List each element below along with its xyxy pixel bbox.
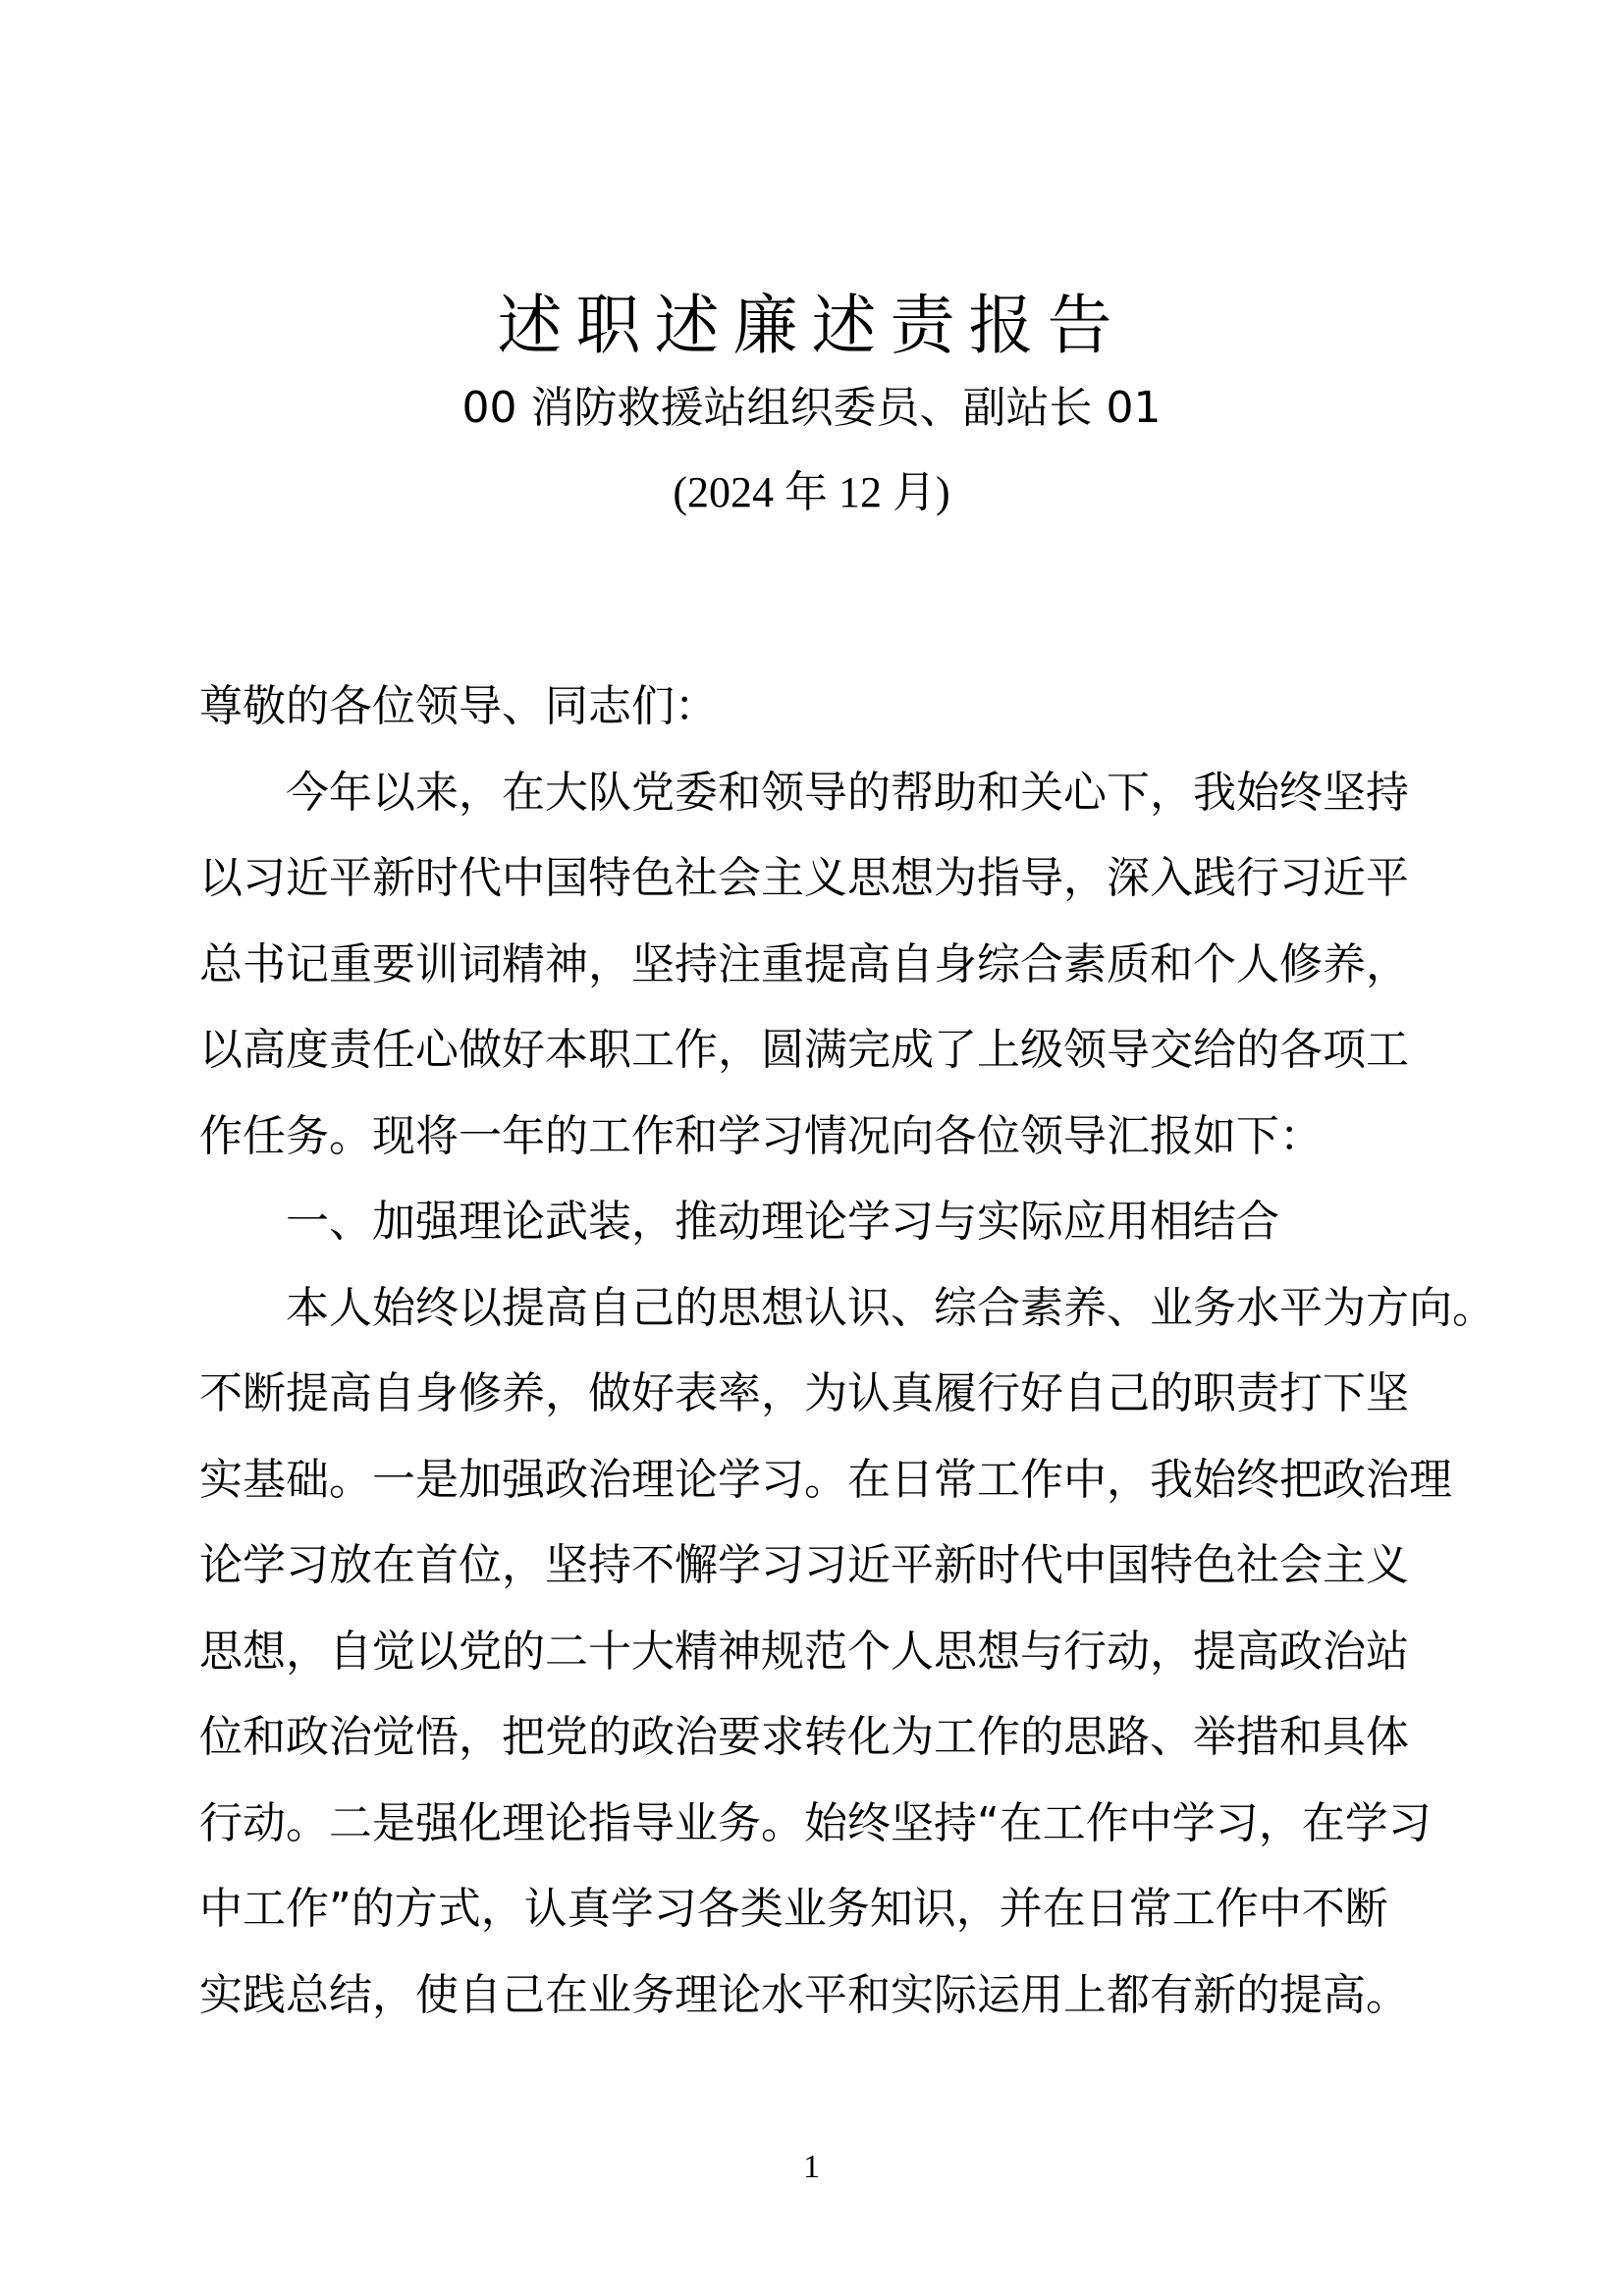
greeting: 尊敬的各位领导、同志们： bbox=[199, 681, 718, 731]
paragraph-line: 总书记重要训词精神，坚持注重提高自身综合素质和个人修养， bbox=[199, 938, 1409, 989]
paragraph-line: 行动。二是强化理论指导业务。始终坚持“在工作中学习，在学习 bbox=[199, 1797, 1432, 1848]
paragraph-line: 以习近平新时代中国特色社会主义思想为指导，深入践行习近平 bbox=[199, 853, 1409, 903]
report-body bbox=[199, 664, 1495, 2038]
paragraph-line: 本人始终以提高自己的思想认识、综合素养、业务水平为方向。 bbox=[286, 1282, 1495, 1333]
paragraph-line: 论学习放在首位，坚持不懈学习习近平新时代中国特色社会主义 bbox=[199, 1540, 1409, 1590]
paragraph-line: 作任务。现将一年的工作和学习情况向各位领导汇报如下： bbox=[199, 1110, 1323, 1161]
paragraph-line: 以高度责任心做好本职工作，圆满完成了上级领导交给的各项工 bbox=[199, 1025, 1409, 1075]
paragraph-line: 今年以来，在大队党委和领导的帮助和关心下，我始终坚持 bbox=[286, 767, 1409, 818]
paragraph-line: 实基础。一是加强政治理论学习。在日常工作中，我始终把政治理 bbox=[199, 1454, 1452, 1505]
paragraph-line: 实践总结，使自己在业务理论水平和实际运用上都有新的提高。 bbox=[199, 1969, 1409, 2020]
paragraph-line: 中工作”的方式，认真学习各类业务知识，并在日常工作中不断 bbox=[199, 1884, 1388, 1934]
page-number: 1 bbox=[803, 2149, 820, 2185]
report-subtitle: 00 消防救援站组织委员、副站长 01 bbox=[461, 383, 1162, 433]
section-heading: 一、加强理论武装，推动理论学习与实际应用相结合 bbox=[286, 1197, 1279, 1247]
report-date: (2024 年 12 月) bbox=[673, 468, 950, 516]
paragraph-line: 位和政治觉悟，把党的政治要求转化为工作的思路、举措和具体 bbox=[199, 1712, 1409, 1762]
report-title: 述职述廉述责报告 bbox=[497, 288, 1126, 363]
paragraph-line: 不断提高自身修养，做好表率，为认真履行好自己的职责打下坚 bbox=[199, 1368, 1409, 1418]
paragraph-line: 思想，自觉以党的二十大精神规范个人思想与行动，提高政治站 bbox=[199, 1626, 1409, 1677]
